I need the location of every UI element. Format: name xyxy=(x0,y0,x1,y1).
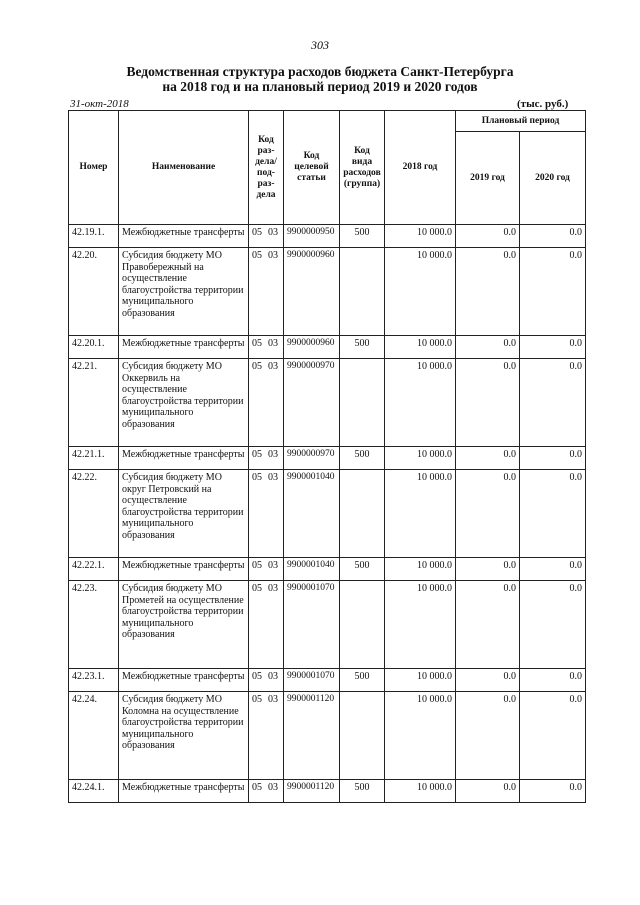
table-row xyxy=(69,225,586,248)
row-subsection: 03 xyxy=(268,361,278,372)
row-amount-2020: 0.0 xyxy=(520,447,586,470)
title-line-2: на 2018 год и на плановый период 2019 и 2020 годов xyxy=(162,79,478,94)
row-amount-2018: 10 000.0 xyxy=(385,669,456,692)
row-amount-2018: 10 000.0 xyxy=(385,336,456,359)
row-number: 42.21.1. xyxy=(69,447,119,470)
row-number: 42.23. xyxy=(69,581,119,669)
row-number: 42.24. xyxy=(69,692,119,780)
header-expense-type-code: Код вида расходов (группа) xyxy=(340,111,385,225)
row-amount-2020: 0.0 xyxy=(520,248,586,336)
row-target-code: 9900001120 xyxy=(284,780,340,803)
row-section-code xyxy=(249,581,284,669)
table-row xyxy=(69,447,586,470)
row-section: 05 xyxy=(252,472,262,483)
row-target-code: 9900001120 xyxy=(284,692,340,780)
row-expense-type-code xyxy=(340,692,385,780)
header-section-code: Код раз-дела/ под-раз-дела xyxy=(249,111,284,225)
row-expense-type-code: 500 xyxy=(340,336,385,359)
table-row xyxy=(69,359,586,447)
header-year-2018: 2018 год xyxy=(385,111,456,225)
row-section: 05 xyxy=(252,671,262,682)
row-target-code: 9900000970 xyxy=(284,359,340,447)
row-section: 05 xyxy=(252,560,262,571)
row-section: 05 xyxy=(252,449,262,460)
row-amount-2018: 10 000.0 xyxy=(385,359,456,447)
row-amount-2018: 10 000.0 xyxy=(385,780,456,803)
row-amount-2020: 0.0 xyxy=(520,558,586,581)
row-section-code xyxy=(249,470,284,558)
row-amount-2019: 0.0 xyxy=(456,692,520,780)
row-amount-2018: 10 000.0 xyxy=(385,581,456,669)
row-target-code: 9900000950 xyxy=(284,225,340,248)
row-target-code: 9900000970 xyxy=(284,447,340,470)
row-subsection: 03 xyxy=(268,583,278,594)
table-row xyxy=(69,558,586,581)
row-amount-2019: 0.0 xyxy=(456,581,520,669)
row-name: Субсидия бюджету МО Правобережный на осуществление благоустройства территории муниципального образования xyxy=(119,248,249,336)
row-amount-2020: 0.0 xyxy=(520,692,586,780)
row-expense-type-code: 500 xyxy=(340,558,385,581)
document-title xyxy=(0,64,640,94)
row-section-code xyxy=(249,780,284,803)
row-name: Субсидия бюджету МО округ Петровский на осуществление благоустройства территории муниципального образования xyxy=(119,470,249,558)
row-number: 42.22. xyxy=(69,470,119,558)
row-amount-2020: 0.0 xyxy=(520,336,586,359)
row-section-code xyxy=(249,359,284,447)
row-section: 05 xyxy=(252,583,262,594)
row-target-code: 9900001070 xyxy=(284,581,340,669)
row-amount-2020: 0.0 xyxy=(520,581,586,669)
row-expense-type-code xyxy=(340,470,385,558)
row-amount-2020: 0.0 xyxy=(520,780,586,803)
row-amount-2018: 10 000.0 xyxy=(385,692,456,780)
row-section-code xyxy=(249,225,284,248)
table-row xyxy=(69,692,586,780)
table-row xyxy=(69,470,586,558)
row-number: 42.24.1. xyxy=(69,780,119,803)
row-section-code xyxy=(249,336,284,359)
row-name: Субсидия бюджету МО Коломна на осуществление благоустройства территории муниципального образования xyxy=(119,692,249,780)
row-number: 42.19.1. xyxy=(69,225,119,248)
table-body xyxy=(69,225,586,803)
units-label: (тыс. руб.) xyxy=(517,98,569,110)
row-section: 05 xyxy=(252,250,262,261)
row-subsection: 03 xyxy=(268,449,278,460)
header-number: Номер xyxy=(69,111,119,225)
row-subsection: 03 xyxy=(268,560,278,571)
row-subsection: 03 xyxy=(268,472,278,483)
row-amount-2019: 0.0 xyxy=(456,248,520,336)
row-expense-type-code xyxy=(340,248,385,336)
row-amount-2019: 0.0 xyxy=(456,447,520,470)
row-number: 42.23.1. xyxy=(69,669,119,692)
row-section-code xyxy=(249,447,284,470)
row-amount-2019: 0.0 xyxy=(456,336,520,359)
row-target-code: 9900001040 xyxy=(284,558,340,581)
row-section: 05 xyxy=(252,694,262,705)
row-section: 05 xyxy=(252,227,262,238)
row-amount-2019: 0.0 xyxy=(456,470,520,558)
row-name: Межбюджетные трансферты xyxy=(119,336,249,359)
header-year-2019: 2019 год xyxy=(456,132,520,225)
row-name: Межбюджетные трансферты xyxy=(119,780,249,803)
row-subsection: 03 xyxy=(268,782,278,793)
row-amount-2018: 10 000.0 xyxy=(385,248,456,336)
row-target-code: 9900001040 xyxy=(284,470,340,558)
row-section: 05 xyxy=(252,338,262,349)
row-amount-2019: 0.0 xyxy=(456,558,520,581)
row-subsection: 03 xyxy=(268,338,278,349)
row-expense-type-code: 500 xyxy=(340,447,385,470)
row-section-code xyxy=(249,558,284,581)
row-name: Межбюджетные трансферты xyxy=(119,225,249,248)
row-subsection: 03 xyxy=(268,671,278,682)
row-name: Субсидия бюджету МО Оккервиль на осуществление благоустройства территории муниципального образования xyxy=(119,359,249,447)
row-amount-2020: 0.0 xyxy=(520,669,586,692)
page-number: 303 xyxy=(311,38,329,52)
header-name: Наименование xyxy=(119,111,249,225)
row-subsection: 03 xyxy=(268,694,278,705)
row-name: Межбюджетные трансферты xyxy=(119,669,249,692)
row-section-code xyxy=(249,248,284,336)
row-expense-type-code: 500 xyxy=(340,669,385,692)
table-row xyxy=(69,581,586,669)
row-section-code xyxy=(249,669,284,692)
table-row xyxy=(69,669,586,692)
document-date: 31-окт-2018 xyxy=(70,98,129,110)
row-amount-2020: 0.0 xyxy=(520,225,586,248)
row-name: Межбюджетные трансферты xyxy=(119,447,249,470)
row-amount-2018: 10 000.0 xyxy=(385,447,456,470)
row-amount-2018: 10 000.0 xyxy=(385,225,456,248)
row-subsection: 03 xyxy=(268,227,278,238)
row-amount-2018: 10 000.0 xyxy=(385,558,456,581)
row-number: 42.20.1. xyxy=(69,336,119,359)
row-amount-2020: 0.0 xyxy=(520,470,586,558)
row-section: 05 xyxy=(252,361,262,372)
row-name: Межбюджетные трансферты xyxy=(119,558,249,581)
header-target-code: Код целевой статьи xyxy=(284,111,340,225)
row-expense-type-code: 500 xyxy=(340,225,385,248)
row-expense-type-code xyxy=(340,359,385,447)
row-section: 05 xyxy=(252,782,262,793)
budget-table xyxy=(68,110,586,803)
table-row xyxy=(69,780,586,803)
header-year-2020: 2020 год xyxy=(520,132,586,225)
row-target-code: 9900000960 xyxy=(284,248,340,336)
table-row xyxy=(69,336,586,359)
row-name: Субсидия бюджету МО Прометей на осуществление благоустройства территории муниципального образования xyxy=(119,581,249,669)
row-amount-2020: 0.0 xyxy=(520,359,586,447)
row-expense-type-code xyxy=(340,581,385,669)
row-target-code: 9900001070 xyxy=(284,669,340,692)
row-section-code xyxy=(249,692,284,780)
row-amount-2019: 0.0 xyxy=(456,225,520,248)
table-row xyxy=(69,248,586,336)
row-expense-type-code: 500 xyxy=(340,780,385,803)
row-target-code: 9900000960 xyxy=(284,336,340,359)
row-amount-2019: 0.0 xyxy=(456,780,520,803)
row-number: 42.22.1. xyxy=(69,558,119,581)
row-amount-2019: 0.0 xyxy=(456,669,520,692)
row-amount-2019: 0.0 xyxy=(456,359,520,447)
row-subsection: 03 xyxy=(268,250,278,261)
title-line-1: Ведомственная структура расходов бюджета Санкт-Петербурга xyxy=(126,64,514,79)
row-number: 42.21. xyxy=(69,359,119,447)
header-planned-period: Плановый период xyxy=(456,111,586,132)
row-amount-2018: 10 000.0 xyxy=(385,470,456,558)
row-number: 42.20. xyxy=(69,248,119,336)
